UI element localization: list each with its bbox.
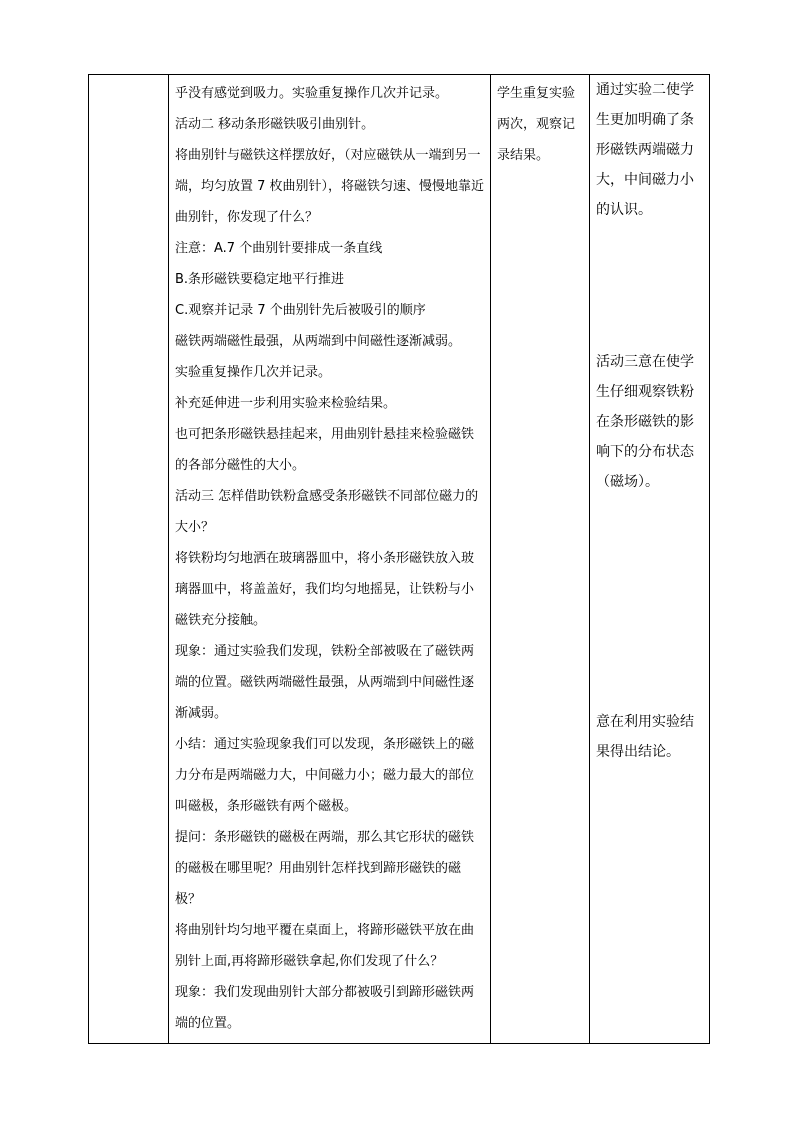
student-activity-text: 学生重复实验两次，观察记录结果。	[497, 86, 576, 163]
paragraph: B.条形磁铁要稳定地平行推进	[175, 272, 345, 287]
paragraph: 活动三 怎样借助铁粉盒感受条形磁铁不同部位磁力的大小？	[175, 489, 479, 535]
paragraph: 提问：条形磁铁的磁极在两端，那么其它形状的磁铁的磁极在哪里呢？用曲别针怎样找到蹄形磁铁的磁极？	[175, 830, 475, 907]
intent-text-3: 意在利用实验结果得出结论。	[596, 714, 694, 760]
paragraph: 小结：通过实验现象我们可以发现，条形磁铁上的磁力分布是两端磁力大，中间磁力小；磁力最大的部位叫磁极，条形磁铁有两个磁极。	[175, 737, 475, 814]
paragraph: 将铁粉均匀地洒在玻璃器皿中，将小条形磁铁放入玻璃器皿中，将盖盖好，我们均匀地摇晃，让铁粉与小磁铁充分接触。	[175, 551, 475, 628]
paragraph: 将曲别针与磁铁这样摆放好，（对应磁铁从一端到另一端，均匀放置 7 枚曲别针），将磁铁匀速、慢慢地靠近曲别针，你发现了什么？	[175, 148, 485, 225]
paragraph: 磁铁两端磁性最强，从两端到中间磁性逐渐减弱。	[175, 334, 462, 349]
teaching-process-cell	[169, 75, 491, 1044]
paragraph: 现象：我们发现曲别针大部分都被吸引到蹄形磁铁两端的位置。	[175, 985, 475, 1031]
paragraph: 乎没有感觉到吸力。实验重复操作几次并记录。	[175, 86, 449, 101]
table-row	[89, 75, 710, 1044]
paragraph: 补充延伸进一步利用实验来检验结果。	[175, 396, 397, 411]
paragraph: 现象：通过实验我们发现，铁粉全部被吸在了磁铁两端的位置。磁铁两端磁性最强，从两端到中间磁性逐渐减弱。	[175, 644, 475, 721]
student-activity-cell	[491, 75, 590, 1044]
intent-text-2: 活动三意在使学生仔细观察铁粉在条形磁铁的影响下的分布状态（磁场）。	[596, 354, 694, 490]
paragraph: 实验重复操作几次并记录。	[175, 365, 332, 380]
paragraph: 注意：A.7 个曲别针要排成一条直线	[175, 241, 383, 256]
paragraph: 也可把条形磁铁悬挂起来，用曲别针悬挂来检验磁铁的各部分磁性的大小。	[175, 427, 475, 473]
empty-cell	[89, 75, 169, 1044]
intent-text-1: 通过实验二使学生更加明确了条形磁铁两端磁力大，中间磁力小的认识。	[596, 82, 694, 218]
paragraph: 活动二 移动条形磁铁吸引曲别针。	[175, 117, 375, 132]
paragraph: C.观察并记录 7 个曲别针先后被吸引的顺序	[175, 303, 426, 318]
paragraph: 将曲别针均匀地平覆在桌面上，将蹄形磁铁平放在曲别针上面,再将蹄形磁铁拿起,你们发现了什么？	[175, 923, 475, 969]
design-intent-cell	[590, 75, 710, 1044]
lesson-table	[88, 74, 710, 1044]
